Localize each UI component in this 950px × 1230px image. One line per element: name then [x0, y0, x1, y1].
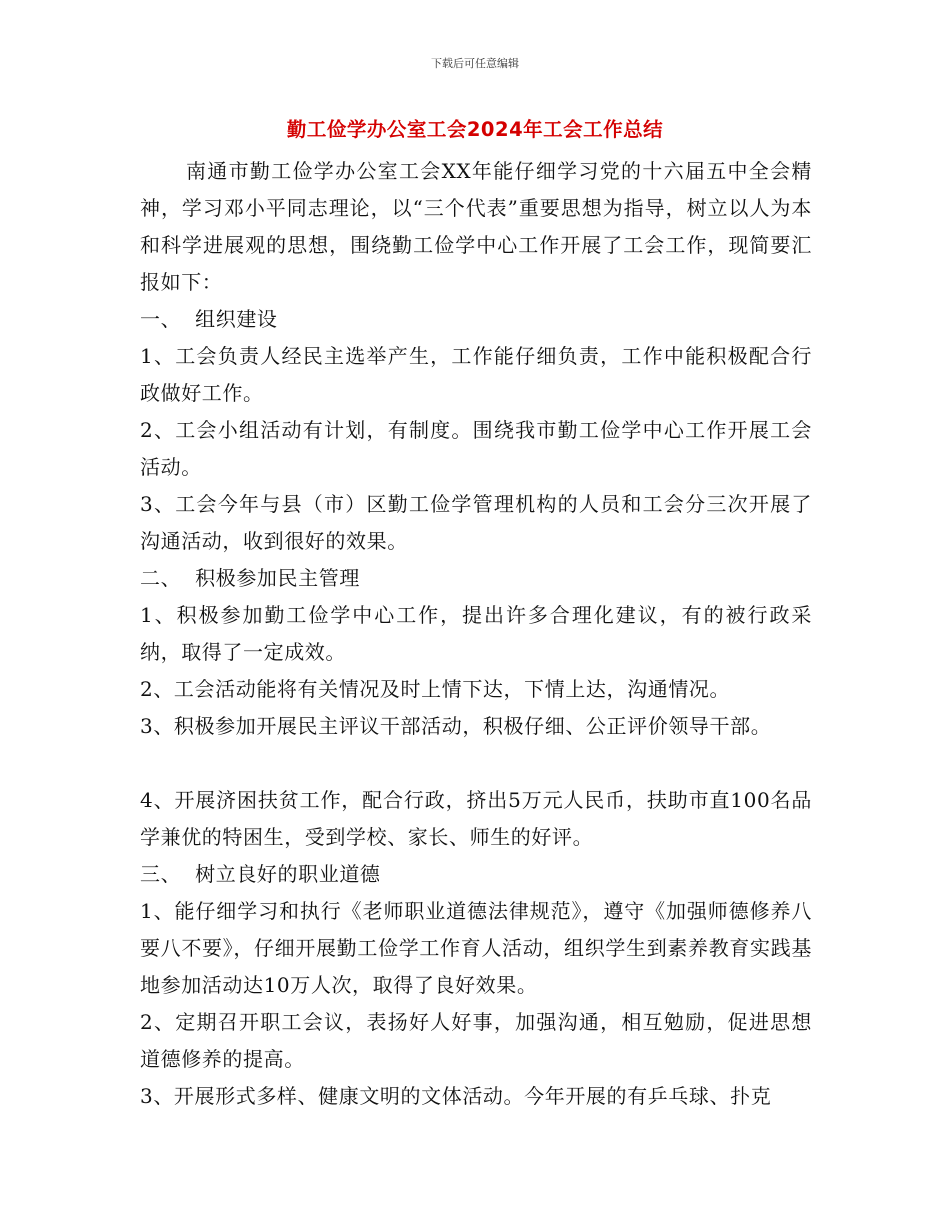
paragraph: 4、开展济困扶贫工作，配合行政，挤出5万元人民币，扶助市直100名品学兼优的特困生，受到学校、家长、师生的好评。: [140, 788, 812, 849]
download-note: 下载后可任意编辑: [431, 57, 519, 70]
paragraph: 1、工会负责人经民主选举产生，工作能仔细负责，工作中能积极配合行政做好工作。: [140, 344, 812, 405]
paragraph: 3、开展形式多样、健康文明的文体活动。今年开展的有乒乓球、扑克: [140, 1084, 772, 1108]
paragraph: 1、积极参加勤工俭学中心工作，提出许多合理化建议，有的被行政采纳，取得了一定成效。: [140, 603, 812, 664]
intro-paragraph: 南通市勤工俭学办公室工会XX年能仔细学习党的十六届五中全会精神，学习邓小平同志理论，以“三个代表”重要思想为指导，树立以人为本和科学进展观的思想，围绕勤工俭学中心工作开展了工会工作，现简要汇报如下：: [140, 159, 812, 294]
document-body: [140, 153, 812, 1115]
paragraph: 2、工会小组活动有计划，有制度。围绕我市勤工俭学中心工作开展工会活动。: [140, 418, 812, 479]
section-heading-2: 二、 积极参加民主管理: [140, 566, 360, 590]
section-heading-1: 一、 组织建设: [140, 307, 278, 331]
section-heading-3: 三、 树立良好的职业道德: [140, 862, 381, 886]
paragraph: 3、积极参加开展民主评议干部活动，积极仔细、公正评价领导干部。: [140, 714, 772, 738]
paragraph: 1、能仔细学习和执行《老师职业道德法律规范》，遵守《加强师德修养八要八不要》，仔细开展勤工俭学工作育人活动，组织学生到素养教育实践基地参加活动达10万人次，取得了良好效果。: [140, 899, 812, 997]
document-title: 勤工俭学办公室工会2024年工会工作总结: [286, 118, 664, 141]
paragraph: 2、工会活动能将有关情况及时上情下达，下情上达，沟通情况。: [140, 677, 731, 701]
paragraph: 3、工会今年与县（市）区勤工俭学管理机构的人员和工会分三次开展了沟通活动，收到很好的效果。: [140, 492, 812, 553]
paragraph: 2、定期召开职工会议，表扬好人好事，加强沟通，相互勉励，促进思想道德修养的提高。: [140, 1010, 812, 1071]
